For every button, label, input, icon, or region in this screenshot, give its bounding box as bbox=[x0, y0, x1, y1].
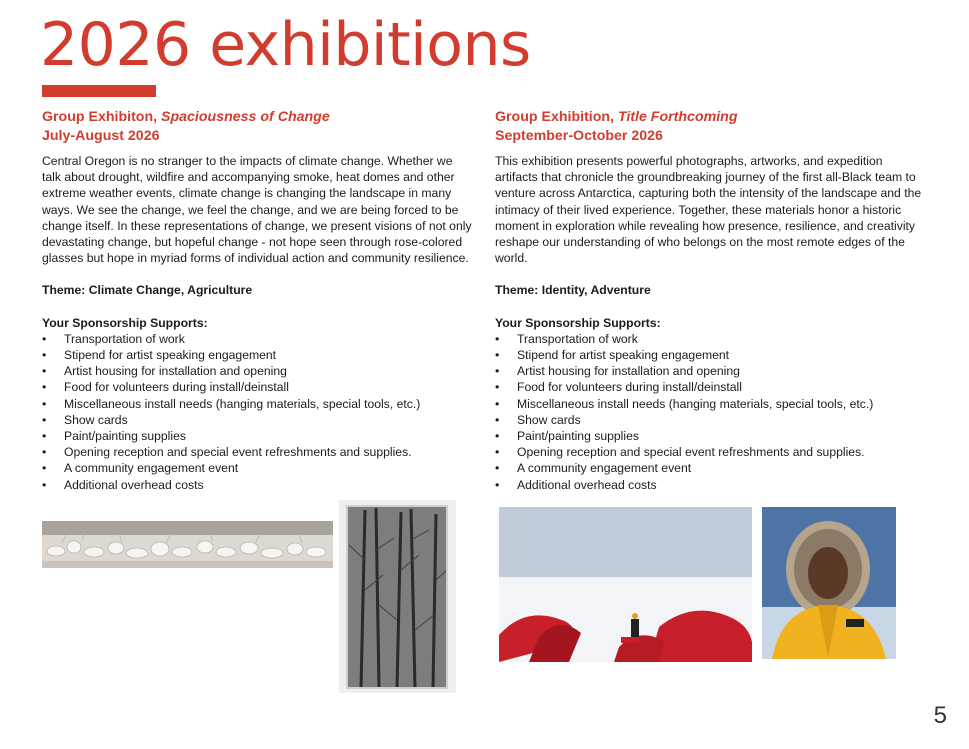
plaster-hands-illustration bbox=[42, 521, 333, 568]
list-item: • Opening reception and special event refreshments and supplies. bbox=[495, 444, 927, 460]
list-item: • Stipend for artist speaking engagement bbox=[495, 347, 927, 363]
page-title: 2026 exhibitions bbox=[40, 10, 531, 80]
sponsorship-title: Your Sponsorship Supports: bbox=[495, 315, 661, 330]
list-item: • Artist housing for installation and opening bbox=[42, 363, 474, 379]
exhibition-dates: July-August 2026 bbox=[42, 128, 160, 144]
exhibition-heading bbox=[495, 108, 927, 127]
exhibition-heading-prefix: Group Exhibiton, bbox=[42, 109, 162, 125]
exhibition-description: This exhibition presents powerful photographs, artworks, and expedition artifacts that chronicle the groundbreaking journey of the first all-Black team to venture across Antarctica, capturing both the intensity of the landscape and the intimacy of their lived experience. Together, these materials honor a historic moment in exploration while revealing how presence, resilience, and creativity reshape our understanding of who belongs on the most remote edges of the world. bbox=[495, 154, 922, 266]
list-item: • Additional overhead costs bbox=[495, 477, 927, 493]
antarctic-tents-illustration bbox=[499, 507, 752, 662]
exhibition-dates: September-October 2026 bbox=[495, 128, 663, 144]
list-item: • Additional overhead costs bbox=[42, 477, 474, 493]
sponsorship-list bbox=[495, 331, 927, 493]
exhibition-theme: Theme: Identity, Adventure bbox=[495, 283, 651, 298]
list-item: • Paint/painting supplies bbox=[495, 428, 927, 444]
photo-forest-print bbox=[339, 500, 456, 693]
list-item: • Food for volunteers during install/deinstall bbox=[42, 379, 474, 395]
list-item: • A community engagement event bbox=[42, 460, 474, 476]
sponsorship-title: Your Sponsorship Supports: bbox=[42, 315, 208, 330]
photo-antarctic-tents bbox=[499, 507, 752, 662]
list-item: • Food for volunteers during install/deinstall bbox=[495, 379, 927, 395]
list-item: • Stipend for artist speaking engagement bbox=[42, 347, 474, 363]
list-item: • Transportation of work bbox=[495, 331, 927, 347]
list-item: • Show cards bbox=[42, 412, 474, 428]
photo-explorer-portrait bbox=[762, 507, 896, 659]
list-item: • Miscellaneous install needs (hanging materials, special tools, etc.) bbox=[495, 396, 927, 412]
exhibition-theme: Theme: Climate Change, Agriculture bbox=[42, 283, 253, 298]
exhibition-description: Central Oregon is no stranger to the impacts of climate change. Whether we talk about drought, wildfire and accompanying smoke, heat domes and other extreme weather events, climate change is changing the landscape in many ways. We see the change, we feel the change, and we are being forced to be change itself. In these representations of change, we present visions of not only devastating change, but hopeful change - not hope seen through rose-colored glasses but hope in myriad forms of individual action and community resilience. bbox=[42, 154, 472, 266]
list-item: • Opening reception and special event refreshments and supplies. bbox=[42, 444, 474, 460]
page-number: 5 bbox=[933, 702, 947, 729]
exhibition-column-2 bbox=[495, 108, 927, 493]
list-item: • Miscellaneous install needs (hanging materials, special tools, etc.) bbox=[42, 396, 474, 412]
explorer-portrait-illustration bbox=[762, 507, 896, 659]
list-item: • Transportation of work bbox=[42, 331, 474, 347]
title-underline bbox=[42, 85, 156, 97]
exhibition-title: Spaciousness of Change bbox=[161, 109, 330, 125]
list-item: • Show cards bbox=[495, 412, 927, 428]
exhibition-heading bbox=[42, 108, 474, 127]
photo-plaster-hands bbox=[42, 521, 333, 568]
exhibition-column-1 bbox=[42, 108, 474, 493]
forest-print-illustration bbox=[339, 500, 456, 693]
list-item: • Paint/painting supplies bbox=[42, 428, 474, 444]
sponsorship-list bbox=[42, 331, 474, 493]
exhibition-title: Title Forthcoming bbox=[617, 109, 738, 125]
list-item: • Artist housing for installation and opening bbox=[495, 363, 927, 379]
exhibition-heading-prefix: Group Exhibition, bbox=[495, 109, 618, 125]
list-item: • A community engagement event bbox=[495, 460, 927, 476]
